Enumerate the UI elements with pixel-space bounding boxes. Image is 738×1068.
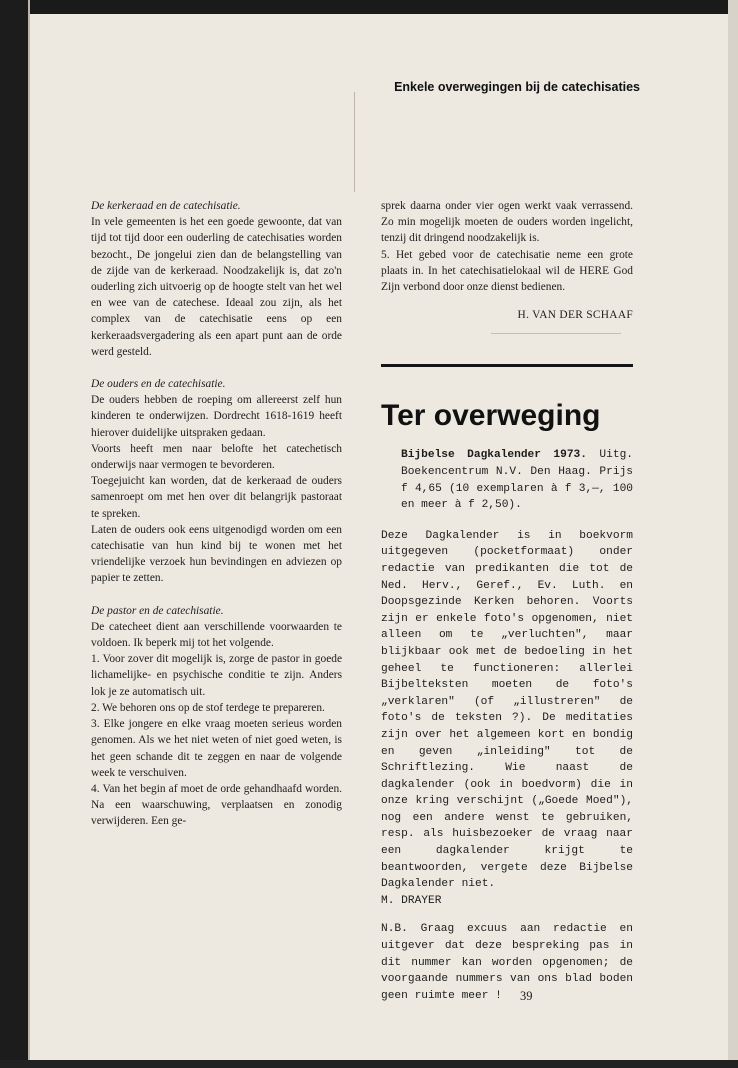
paragraph: sprek daarna onder vier ogen werkt vaak verrassend. Zo min mogelijk moeten de ouders worden ingelicht, tenzij dit dringend noodzakelijk is. [381,200,633,245]
section-heading: De ouders en de catechisatie. [91,378,226,391]
left-column [91,198,342,830]
reviewer-signature: M. DRAYER [381,894,442,907]
paragraph: Voorts heeft men naar belofte het catechetisch onderwijs naar vermogen te bevorderen. [91,442,342,472]
running-head: Enkele overwegingen bij de catechisaties [394,80,640,94]
scan-right-edge [728,0,738,1068]
divider [491,333,621,334]
section-heading: De kerkeraad en de catechisatie. [91,200,241,212]
scan-top-border [0,0,738,14]
author-signature: H. VAN DER SCHAAF [517,309,633,322]
editorial-note: N.B. Graag excuus aan redactie en uitgever dat deze bespreking pas in dit nummer kan worden opgenomen; de voorgaande nummers van ons blad boden geen ruimte meer ! [381,923,633,1002]
paragraph: De catecheet dient aan verschillende voorwaarden te voldoen. Ik beperk mij tot het volgende. [91,620,342,650]
paragraph: Toegejuicht kan worden, dat de kerkeraad de ouders samenroept om met hen over dit belangrijk pastoraat te spreken. [91,475,342,520]
scan-bottom-border [0,1060,738,1068]
section-title: Ter overweging [381,399,601,433]
book-details: Uitg. Boekencentrum N.V. Den Haag. Prijs f 4,65 (10 exemplaren à f 3,—, 100 en meer à f 2,50). [401,449,633,512]
paragraph: Laten de ouders ook eens uitgenodigd worden om een catechisatie van hun kind bij te wonen met het vriendelijke verzoek hun bevindingen en adviezen op papier te zetten. [91,523,342,585]
book-citation [381,447,633,513]
scan-left-border [0,0,28,1068]
paragraph: De ouders hebben de roeping om allereerst zelf hun kinderen te onderwijzen. Dordrecht 1618-1619 heeft hierover duidelijke uitspraken gedaan. [91,394,342,439]
list-item: 1. Voor zover dit mogelijk is, zorge de pastor in goede lichamelijke- en psychische conditie te zijn. Anders lok je ze automatisch uit. [91,653,342,698]
fold-line [354,92,355,192]
list-item: 4. Van het begin af moet de orde gehandhaafd worden. Na een waarschuwing, verplaatsen en zonodig verwijderen. Een ge- [91,782,342,828]
review-text: Deze Dagkalender is in boekvorm uitgegeven (pocketformaat) onder redactie van predikanten die tot de Ned. Herv., Geref., Ev. Luth. en Doopsgezinde Kerken behoren. Voorts zijn er enkele foto's opgenomen, niet alleen om te „verluchten", maar blijkbaar ook met de bedoeling in het geheel te functioneren: allerlei Bijbelteksten moeten de foto's „verklaren" (of „illustreren" de foto's de teksten ?). De meditaties zijn over het algemeen kort en bondig en geven „inleiding" tot de Schriftlezing. Wie naast de dagkalender (ook in boedvorm) die in onze kring verschijnt („Goede Moed"), nog een andere wenst te gebruiken, resp. als huisbezoeker de vraag naar een dagkalender krijgt te beantwoorden, vergete deze Bijbelse Dagkalender niet. [381,529,633,891]
book-title: Bijbelse Dagkalender 1973. [401,449,587,462]
list-item: 2. We behoren ons op de stof terdege te prepareren. [91,701,325,714]
binding-edge [28,0,30,1068]
paragraph: In vele gemeenten is het een goede gewoonte, dat van tijd tot tijd door een ouderling de catechisaties worden bezocht., De jongelui zien dan de belangstelling van de zijde van de kerkeraad. Noodzakelijk is, dat zo'n ouderling zich uitvoerig op de hoogte stelt van het wel en wee van de catechese. Ideaal zou zijn, als het complex van de catechisatie eens op een kerkeraadsvergadering als een apart punt aan de orde werd gesteld. [91,216,342,358]
section-rule [381,364,633,367]
page-number: 39 [520,989,533,1003]
list-item: 3. Elke jongere en elke vraag moeten serieus worden genomen. Als we het niet weten of niet goed weten, is het geen schande dit te zeggen en naar de volgende week te verschuiven. [91,718,342,779]
right-column [381,198,633,1004]
list-item: 5. Het gebed voor de catechisatie neme een grote plaats in. In het catechisatielokaal wil de HERE God Zijn verbond door onze dienst bedienen. [381,248,633,294]
section-heading: De pastor en de catechisatie. [91,604,224,617]
